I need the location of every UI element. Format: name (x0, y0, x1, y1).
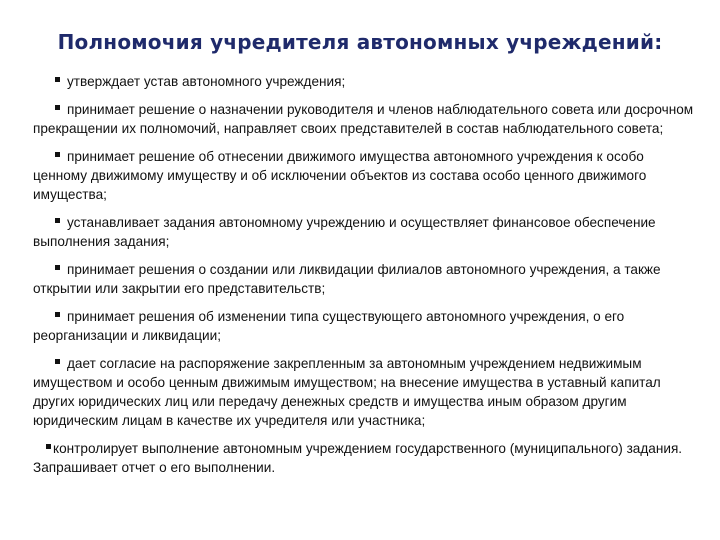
square-bullet-icon (55, 105, 60, 110)
list-item (33, 100, 697, 138)
powers-list (33, 72, 697, 486)
list-item-text: принимает решения о создании или ликвидации филиалов автономного учреждения, а также открытии или закрытии его представительств; (33, 262, 661, 296)
square-bullet-icon (55, 152, 60, 157)
list-item-text: принимает решения об изменении типа существующего автономного учреждения, о его реорганизации и ликвидации; (33, 309, 625, 343)
list-item (33, 260, 697, 298)
list-item (33, 307, 697, 345)
list-item-text: дает согласие на распоряжение закрепленным за автономным учреждением недвижимым имуществом и особо ценным движимым имуществом; на внесение имущества в уставный капитал других юридических лиц или передачу денежных средств и имущества иным образом другим юридическим лицам в качестве их учредителя или участника; (33, 356, 661, 428)
square-bullet-icon (55, 77, 60, 82)
square-bullet-icon (46, 444, 51, 449)
list-item (33, 213, 697, 251)
list-item-text: принимает решение об отнесении движимого имущества автономного учреждения к особо ценному движимому имуществу и об исключении объектов из состава особо ценного движимого имущества; (33, 149, 647, 202)
list-item (33, 72, 697, 91)
list-item-text: принимает решение о назначении руководителя и членов наблюдательного совета или досрочном прекращении их полномочий, направляет своих представителей в состав наблюдательного совета; (33, 102, 694, 136)
slide-title: Полномочия учредителя автономных учреждений: (57, 30, 663, 54)
square-bullet-icon (55, 312, 60, 317)
list-item (33, 439, 697, 477)
square-bullet-icon (55, 359, 60, 364)
list-item-text: контролирует выполнение автономным учреждением государственного (муниципального) задания. Запрашивает отчет о его выполнении. (33, 441, 683, 475)
list-item-text: утверждает устав автономного учреждения; (67, 74, 346, 89)
list-item-text: устанавливает задания автономному учреждению и осуществляет финансовое обеспечение выполнения задания; (33, 215, 656, 249)
square-bullet-icon (55, 218, 60, 223)
list-item (33, 147, 697, 204)
list-item (33, 354, 697, 430)
square-bullet-icon (55, 265, 60, 270)
